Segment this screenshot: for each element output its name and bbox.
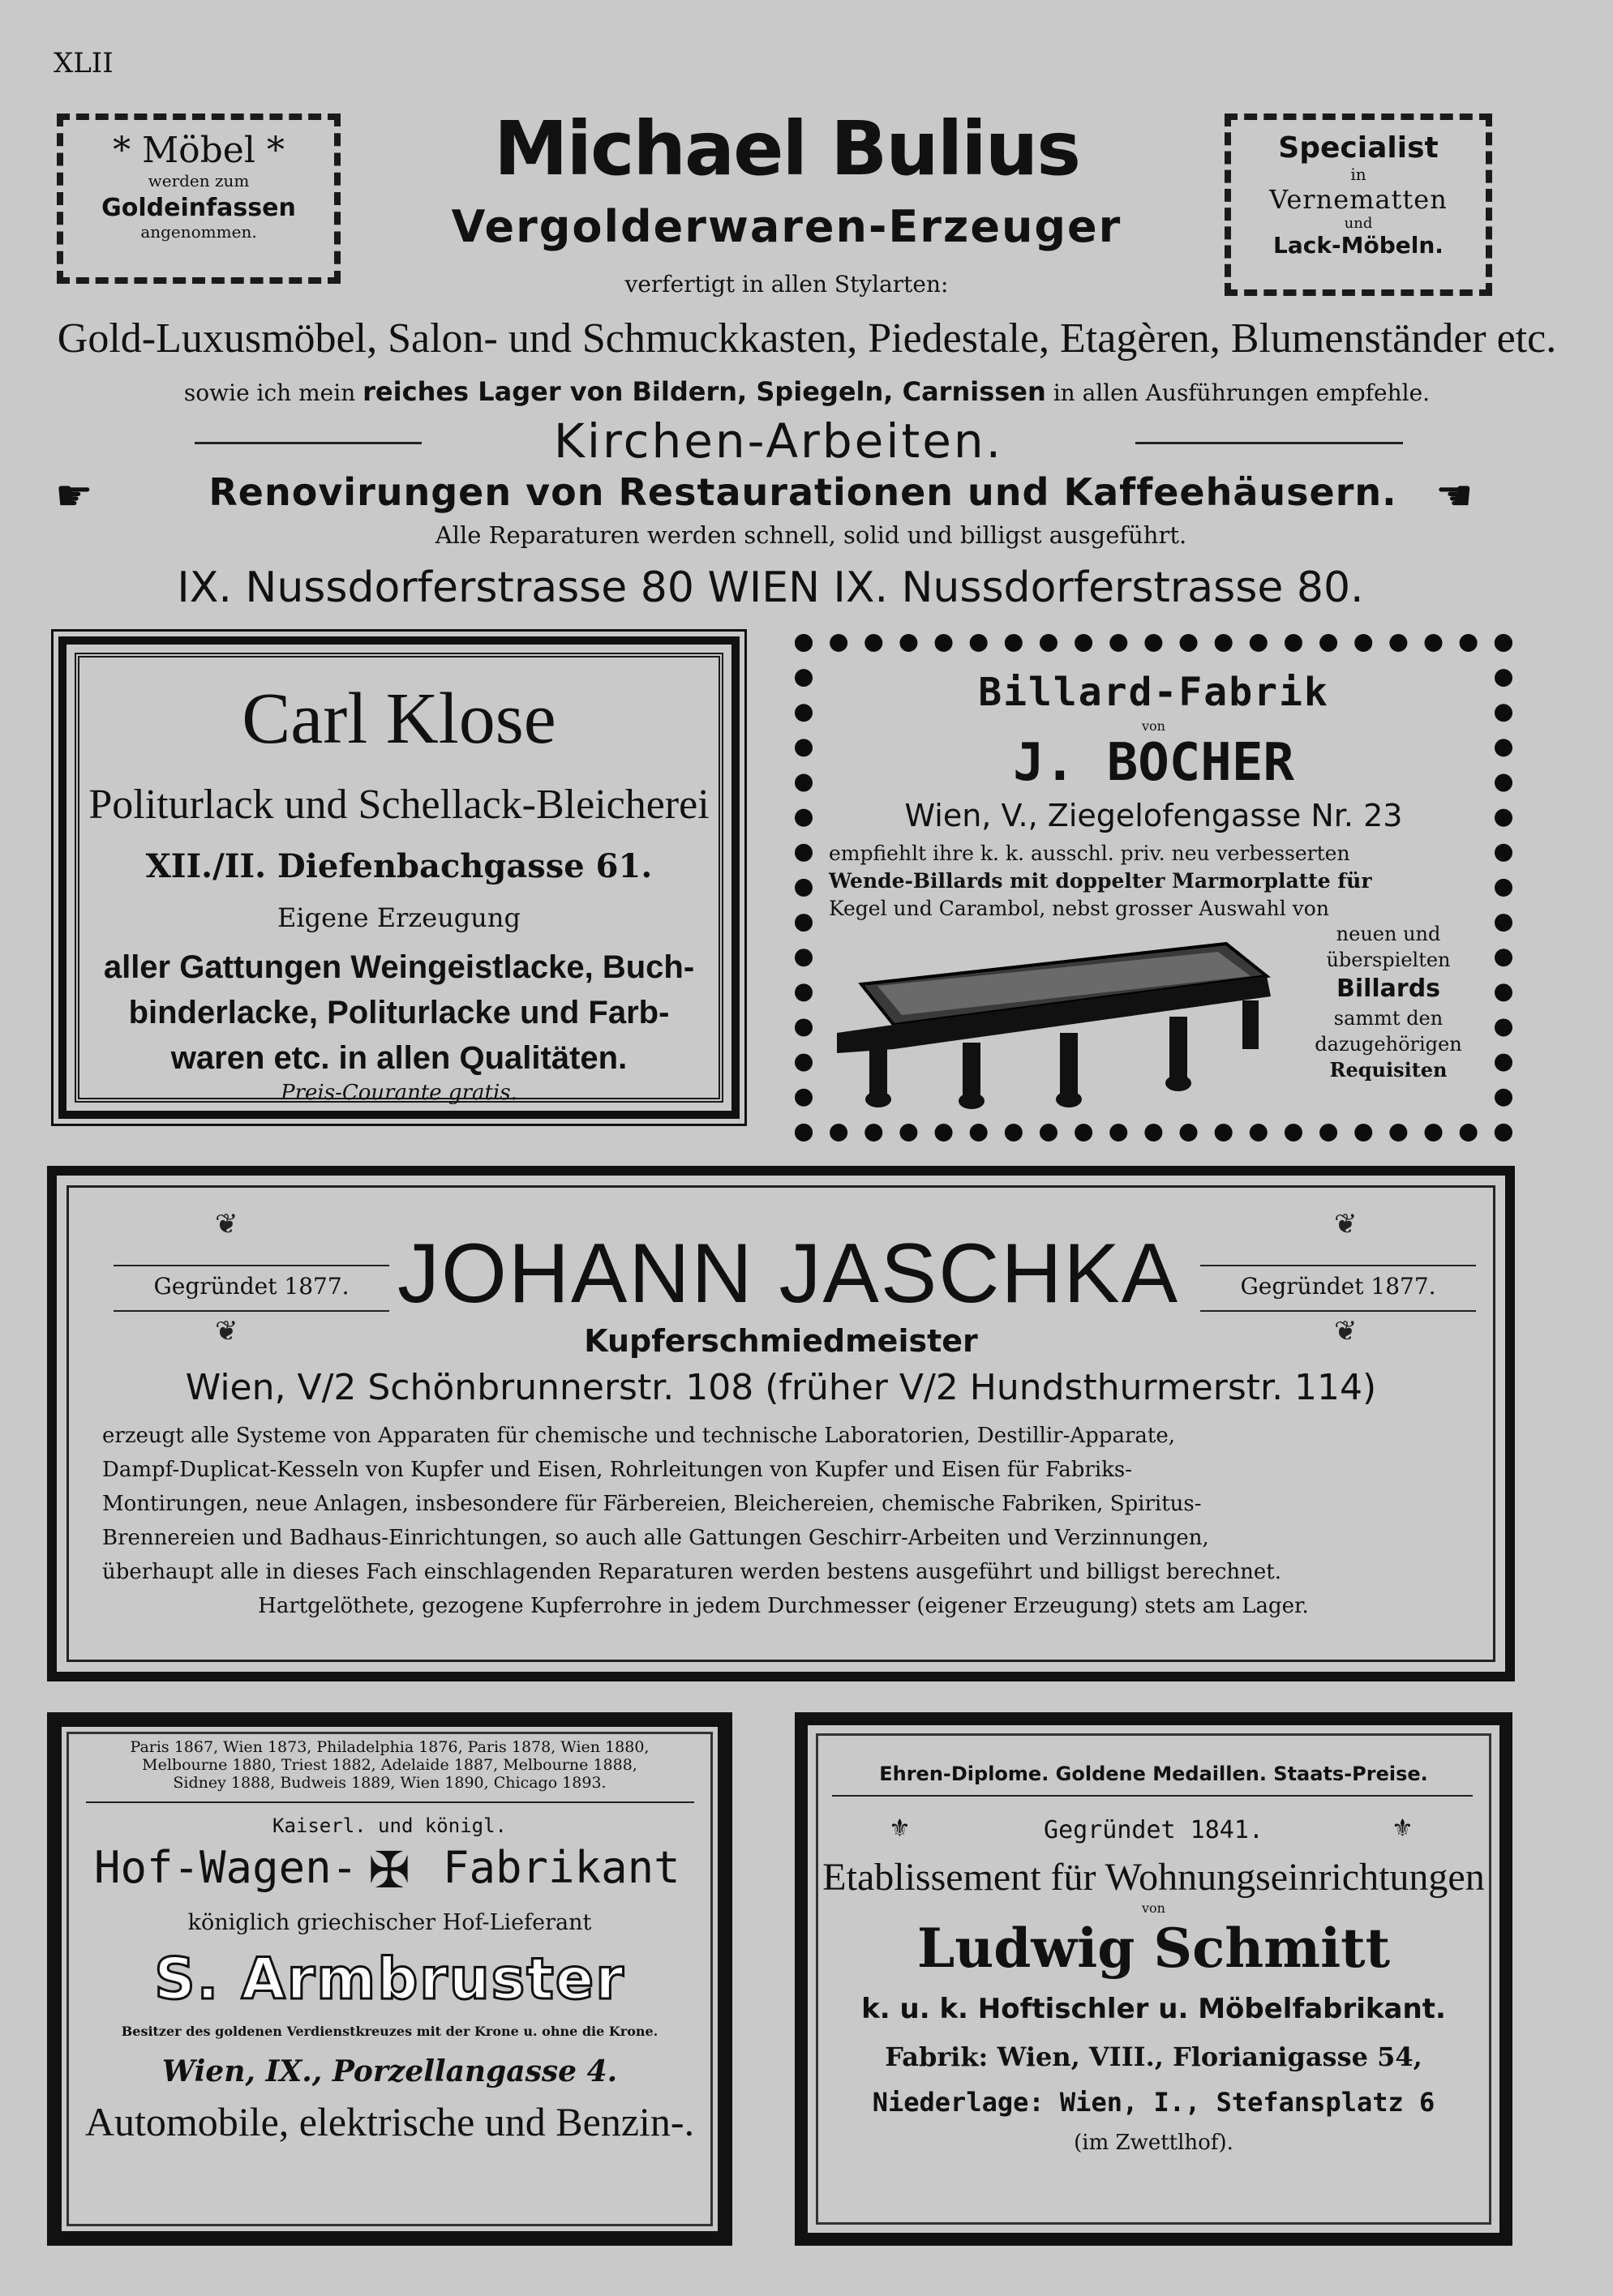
bocher-side [1287, 921, 1490, 1083]
klose-trade: Politurlack und Schellack-Bleicherei [88, 782, 710, 828]
bocher-lines [829, 840, 1478, 923]
armbruster-awards [62, 1738, 718, 1792]
bocher-ad [795, 634, 1512, 1142]
moebel-heading: * Möbel * [113, 130, 285, 171]
bulius-trade: Vergolderwaren-Erzeuger [451, 201, 1122, 252]
jaschka-name: JOHANN JASCHKA [397, 1227, 1180, 1321]
bulius-name: Michael Bulius [493, 105, 1080, 192]
repairs-line: Alle Reparaturen werden schnell, solid und billigst ausgeführt. [435, 521, 1187, 549]
jaschka-founded-left: Gegründet 1877. [153, 1273, 350, 1300]
bocher-side-line: Requisiten [1329, 1058, 1448, 1082]
armbruster-greek: königlich griechischer Hof-Lieferant [187, 1910, 592, 1935]
specialist-line: Vernematten [1269, 184, 1448, 215]
double-eagle-crest-icon: ✠ [368, 1840, 410, 1900]
bocher-name: J. BOCHER [1013, 733, 1294, 793]
armbruster-address: Wien, IX., Porzellangasse 4. [161, 2054, 618, 2088]
pointing-hand-right-icon: ☛ [1435, 472, 1474, 520]
specialist-line: in [1350, 165, 1366, 184]
medal-icon: ⚜ [1392, 1814, 1414, 1843]
medal-icon: ⚜ [889, 1814, 911, 1843]
church-works: Kirchen-Arbeiten. [553, 413, 1004, 469]
schmitt-von: von [1142, 1900, 1165, 1916]
bocher-line: Kegel und Carambol, nebst grosser Auswahl von [829, 897, 1329, 920]
jaschka-trade: Kupferschmiedmeister [584, 1323, 978, 1359]
armbruster-auto: Automobile, elektrische und Benzin-. [84, 2099, 695, 2144]
jaschka-line: Montirungen, neue Anlagen, insbesondere für Färbereien, Bleichereien, chemische Fabriken, Spiritus- [102, 1492, 1202, 1516]
klose-prices: Preis-Courante gratis. [281, 1081, 517, 1105]
bocher-side-line: Billards [1336, 975, 1441, 1003]
flourish-icon: ❦ [215, 1315, 238, 1347]
flourish-icon: ❦ [1334, 1315, 1358, 1347]
award-line: Melbourne 1880, Triest 1882, Adelaide 1887, Melbourne 1888, [142, 1756, 637, 1774]
schmitt-establishment: Etablissement für Wohnungseinrichtungen [822, 1856, 1485, 1899]
bulius-stock [49, 376, 1565, 407]
armbruster-title-left: Hof-Wagen- [94, 1842, 358, 1893]
specialist-box [1225, 114, 1492, 296]
renovation-line: Renovirungen von Restaurationen und Kaffeehäusern. [208, 470, 1397, 514]
armbruster-ad [47, 1712, 732, 2246]
pointing-hand-left-icon: ☛ [55, 472, 93, 520]
moebel-line: angenommen. [140, 222, 257, 242]
bocher-address: Wien, V., Ziegelofengasse Nr. 23 [904, 798, 1403, 833]
bocher-von: von [1142, 718, 1165, 734]
jaschka-line: überhaupt alle in dieses Fach einschlagenden Reparaturen werden bestens ausgeführt und billigst berechnet. [102, 1560, 1282, 1584]
moebel-box [57, 114, 341, 284]
stock-pre: sowie ich mein [183, 379, 356, 406]
bocher-side-line: neuen und [1336, 923, 1441, 945]
divider [1200, 1265, 1476, 1266]
armbruster-cross: Besitzer des goldenen Verdienstkreuzes mit der Krone u. ohne die Krone. [121, 2024, 658, 2039]
jaschka-ad [47, 1166, 1515, 1681]
jaschka-line: erzeugt alle Systeme von Apparaten für chemische und technische Laboratorien, Destillir-Apparate, [102, 1424, 1175, 1448]
klose-line: waren etc. in allen Qualitäten. [170, 1040, 628, 1076]
jaschka-address: Wien, V/2 Schönbrunnerstr. 108 (früher V/2 Hundsthurmerstr. 114) [185, 1367, 1377, 1408]
schmitt-hof: (im Zwettlhof). [1074, 2131, 1233, 2155]
armbruster-name: S. Armbruster [154, 1946, 625, 2012]
moebel-line: Goldeinfassen [101, 194, 296, 222]
page-number: XLII [54, 47, 114, 79]
schmitt-awards: Ehren-Diplome. Goldene Medaillen. Staats-Preise. [879, 1763, 1428, 1785]
jaschka-body [102, 1419, 1465, 1623]
armbruster-court: Kaiserl. und königl. [272, 1814, 507, 1837]
klose-address: XII./II. Diefenbachgasse 61. [145, 847, 653, 885]
schmitt-trade: k. u. k. Hoftischler u. Möbelfabrikant. [861, 1993, 1446, 2025]
moebel-line: werden zum [148, 171, 250, 191]
divider [195, 442, 422, 444]
jaschka-line: Brennereien und Badhaus-Einrichtungen, so auch alle Gattungen Geschirr-Arbeiten und Verzinnungen, [102, 1526, 1209, 1550]
divider [114, 1265, 389, 1266]
klose-name: Carl Klose [242, 679, 556, 759]
stock-post: in allen Ausführungen empfehle. [1053, 379, 1431, 406]
award-line: Paris 1867, Wien 1873, Philadelphia 1876, Paris 1878, Wien 1880, [130, 1738, 650, 1756]
jaschka-founded-right: Gegründet 1877. [1240, 1273, 1436, 1300]
divider [1135, 442, 1403, 444]
klose-own: Eigene Erzeugung [277, 902, 521, 933]
divider [86, 1801, 694, 1803]
flourish-icon: ❦ [1334, 1208, 1358, 1240]
bocher-line: empfiehlt ihre k. k. ausschl. priv. neu verbesserten [829, 842, 1350, 865]
schmitt-founded: Gegründet 1841. [1044, 1816, 1263, 1844]
divider [1200, 1310, 1476, 1312]
bulius-products: Gold-Luxusmöbel, Salon- und Schmuckkasten, Piedestale, Etagèren, Blumenständer etc. [57, 315, 1557, 362]
stock-bold: reiches Lager von Bildern, Spiegeln, Carnissen [362, 376, 1046, 407]
schmitt-name: Ludwig Schmitt [916, 1917, 1391, 1980]
klose-line: aller Gattungen Weingeistlacke, Buch- [103, 949, 695, 985]
billiard-table-illustration [829, 919, 1283, 1114]
bulius-styles: verfertigt in allen Stylarten: [624, 271, 949, 298]
divider [832, 1795, 1473, 1797]
bulius-address: IX. Nussdorferstrasse 80 WIEN IX. Nussdorferstrasse 80. [177, 563, 1364, 612]
schmitt-factory: Fabrik: Wien, VIII., Florianigasse 54, [885, 2041, 1422, 2072]
bocher-line: Wende-Billards mit doppelter Marmorplatte für [829, 869, 1372, 893]
flourish-icon: ❦ [215, 1208, 238, 1240]
award-line: Sidney 1888, Budweis 1889, Wien 1890, Chicago 1893. [173, 1774, 607, 1792]
specialist-line: und [1344, 215, 1373, 232]
klose-ad [58, 636, 740, 1119]
schmitt-store: Niederlage: Wien, I., Stefansplatz 6 [872, 2087, 1435, 2118]
bocher-side-line: sammt den [1333, 1007, 1444, 1030]
armbruster-title-right: Fabrikant [443, 1842, 680, 1893]
klose-line: binderlacke, Politurlacke und Farb- [128, 995, 670, 1030]
divider [114, 1310, 389, 1312]
bocher-side-line: dazugehörigen [1315, 1033, 1462, 1056]
bocher-side-line: überspielten [1326, 949, 1451, 971]
specialist-line: Lack-Möbeln. [1273, 232, 1444, 259]
jaschka-line: Dampf-Duplicat-Kesseln von Kupfer und Eisen, Rohrleitungen von Kupfer und Eisen für Fabriks- [102, 1458, 1133, 1482]
schmitt-ad [795, 1712, 1512, 2246]
bocher-title: Billard-Fabrik [978, 670, 1329, 715]
specialist-heading: Specialist [1278, 131, 1439, 165]
jaschka-line: Hartgelöthete, gezogene Kupferrohre in jedem Durchmesser (eigener Erzeugung) stets am Lager. [258, 1594, 1309, 1618]
klose-lines [66, 945, 731, 1081]
